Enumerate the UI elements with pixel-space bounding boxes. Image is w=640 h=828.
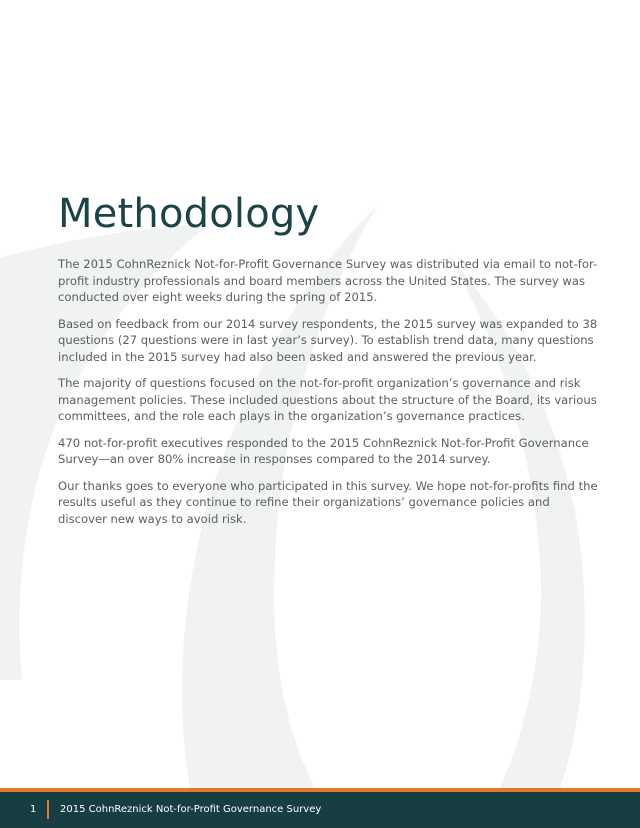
page-number: 1 [30, 804, 37, 815]
paragraph-distribution: The 2015 CohnReznick Not-for-Profit Governance Survey was distributed via email to not-for-profit industry professionals and board members across the United States. The survey was conducted over eight weeks during the spring of 2015. [58, 257, 598, 304]
footer-document-title: 2015 CohnReznick Not-for-Profit Governance Survey [60, 804, 322, 815]
paragraph-question-expansion: Based on feedback from our 2014 survey respondents, the 2015 survey was expanded to 38 questions (27 questions were in last year’s survey). To establish trend data, many questions included in the 2015 survey had also been asked and answered the previous year. [58, 316, 598, 364]
paragraph-question-focus: The majority of questions focused on the not-for-profit organization’s governance and risk management policies. These included questions about the structure of the Board, its various committees, and the role each plays in the organization’s governance practices. [58, 376, 597, 423]
methodology-section [58, 190, 598, 537]
paragraph-response-count: 470 not-for-profit executives responded to the 2015 CohnReznick Not-for-Profit Governance Survey—an over 80% increase in responses compared to the 2014 survey. [58, 435, 589, 466]
page-footer [0, 792, 640, 828]
footer-divider [47, 800, 49, 819]
paragraph-thanks: Our thanks goes to everyone who participated in this survey. We hope not-for-profits find the results useful as they continue to refine their organizations’ governance policies and discover new ways to avoid risk. [58, 478, 598, 526]
page-title: Methodology [58, 191, 320, 237]
